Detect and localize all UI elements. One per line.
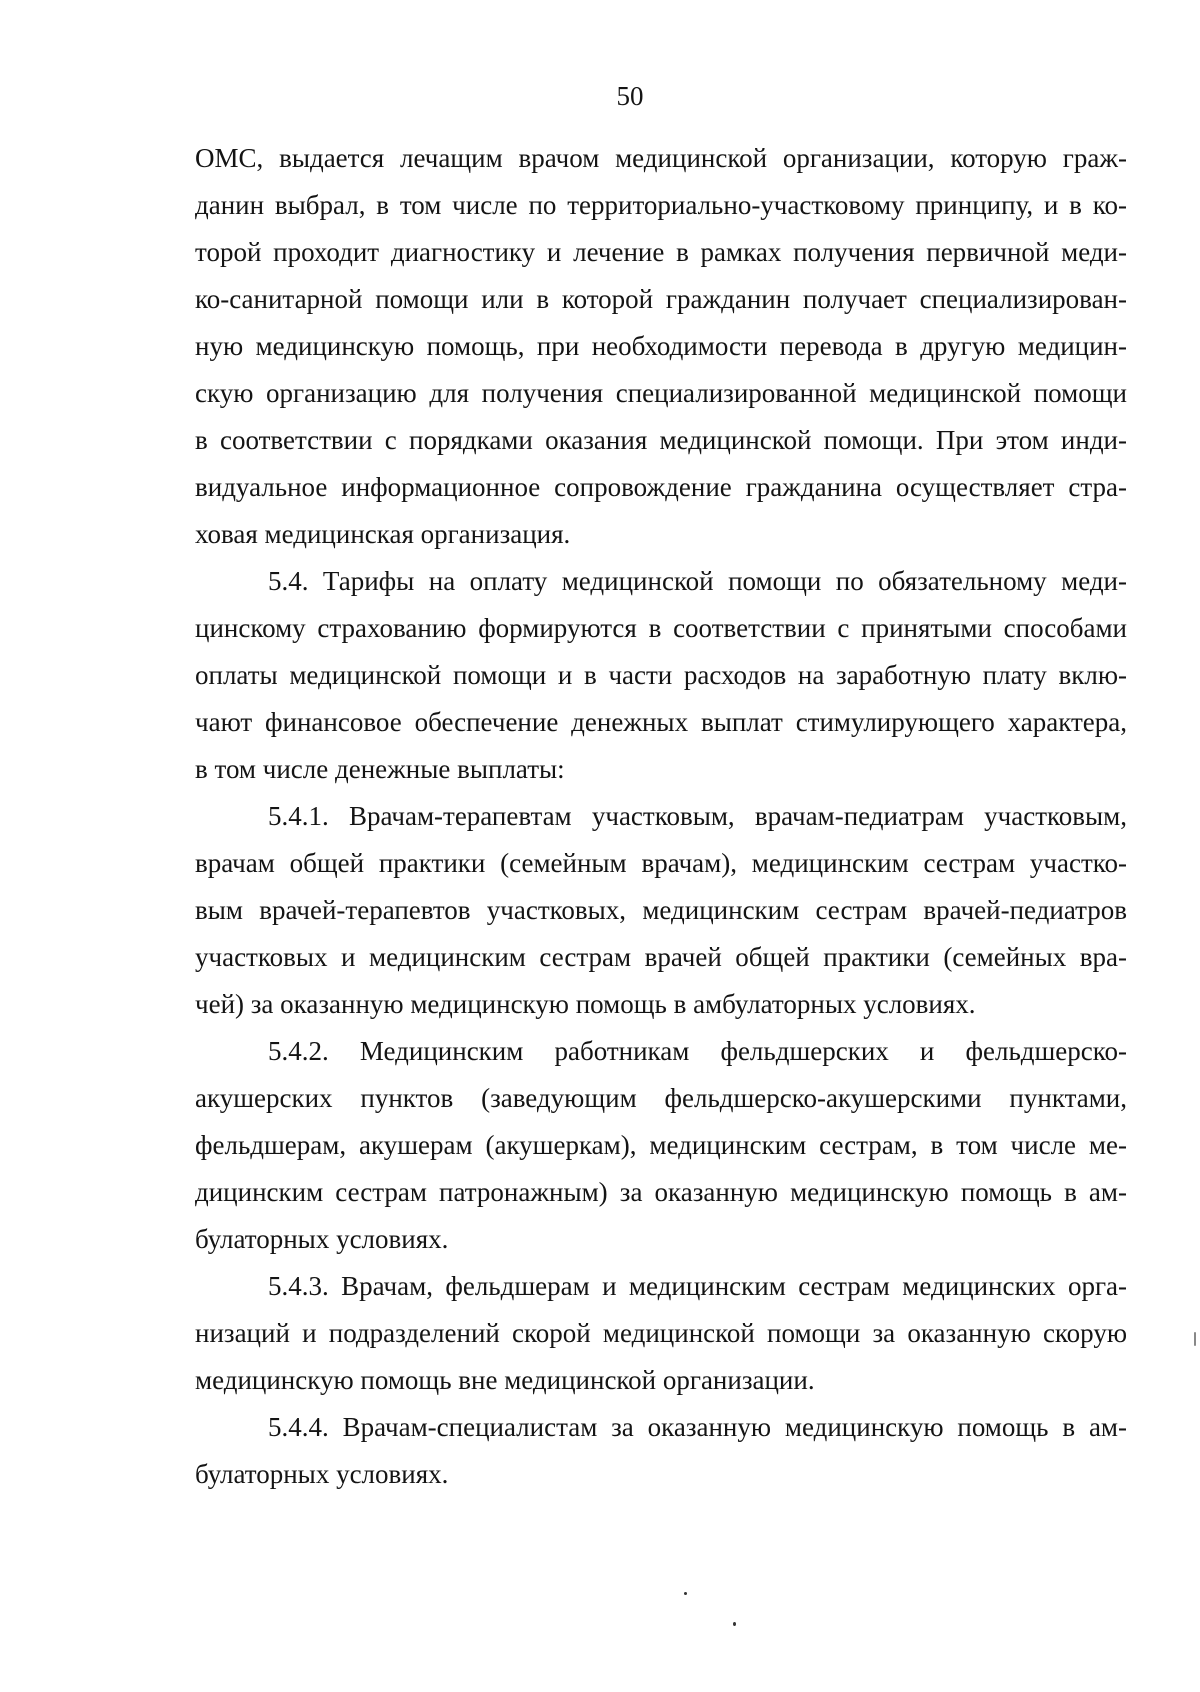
text-line: скую организацию для получения специализированной медицинской помощи <box>195 378 1127 408</box>
text-line: оплаты медицинской помощи и в части расходов на заработную плату вклю- <box>195 660 1127 690</box>
scan-speck <box>733 1622 736 1626</box>
text-line: булаторных условиях. <box>195 1224 449 1254</box>
text-line: 5.4. Тарифы на оплату медицинской помощи по обязательному меди- <box>268 566 1127 596</box>
text-line: данин выбрал, в том числе по территориально-участковому принципу, и в ко- <box>195 190 1127 220</box>
text-line: булаторных условиях. <box>195 1459 449 1489</box>
text-line: чей) за оказанную медицинскую помощь в амбулаторных условиях. <box>195 989 976 1019</box>
text-line: дицинским сестрам патронажным) за оказанную медицинскую помощь в ам- <box>195 1177 1127 1207</box>
text-line: ОМС, выдается лечащим врачом медицинской организации, которую граж- <box>195 143 1127 173</box>
text-line: в соответствии с порядками оказания медицинской помощи. При этом инди- <box>195 425 1127 455</box>
text-line: в том числе денежные выплаты: <box>195 754 565 784</box>
text-line: медицинскую помощь вне медицинской организации. <box>195 1365 815 1395</box>
text-line: ко-санитарной помощи или в которой гражданин получает специализирован- <box>195 284 1127 314</box>
scan-mark <box>1194 1332 1196 1346</box>
text-line: фельдшерам, акушерам (акушеркам), медицинским сестрам, в том числе ме- <box>195 1130 1127 1160</box>
text-line: акушерских пунктов (заведующим фельдшерско-акушерскими пунктами, <box>195 1083 1127 1113</box>
page-number: 50 <box>616 81 644 111</box>
text-line: ховая медицинская организация. <box>195 519 571 549</box>
text-line: 5.4.2. Медицинским работникам фельдшерских и фельдшерско- <box>268 1036 1127 1066</box>
text-line: врачам общей практики (семейным врачам), медицинским сестрам участко- <box>195 848 1127 878</box>
text-line: видуальное информационное сопровождение гражданина осуществляет стра- <box>195 472 1127 502</box>
text-line: чают финансовое обеспечение денежных выплат стимулирующего характера, <box>195 707 1127 737</box>
text-line: 5.4.1. Врачам-терапевтам участковым, врачам-педиатрам участковым, <box>268 801 1127 831</box>
text-line: 5.4.3. Врачам, фельдшерам и медицинским сестрам медицинских орга- <box>268 1271 1127 1301</box>
text-line: ную медицинскую помощь, при необходимости перевода в другую медицин- <box>195 331 1127 361</box>
text-line: 5.4.4. Врачам-специалистам за оказанную медицинскую помощь в ам- <box>268 1412 1127 1442</box>
text-line: цинскому страхованию формируются в соответствии с принятыми способами <box>195 613 1127 643</box>
text-line: вым врачей-терапевтов участковых, медицинским сестрам врачей-педиатров <box>195 895 1127 925</box>
text-line: участковых и медицинским сестрам врачей общей практики (семейных вра- <box>195 942 1127 972</box>
scan-speck <box>684 1592 687 1595</box>
text-line: низаций и подразделений скорой медицинской помощи за оказанную скорую <box>195 1318 1127 1348</box>
text-line: торой проходит диагностику и лечение в рамках получения первичной меди- <box>195 237 1127 267</box>
